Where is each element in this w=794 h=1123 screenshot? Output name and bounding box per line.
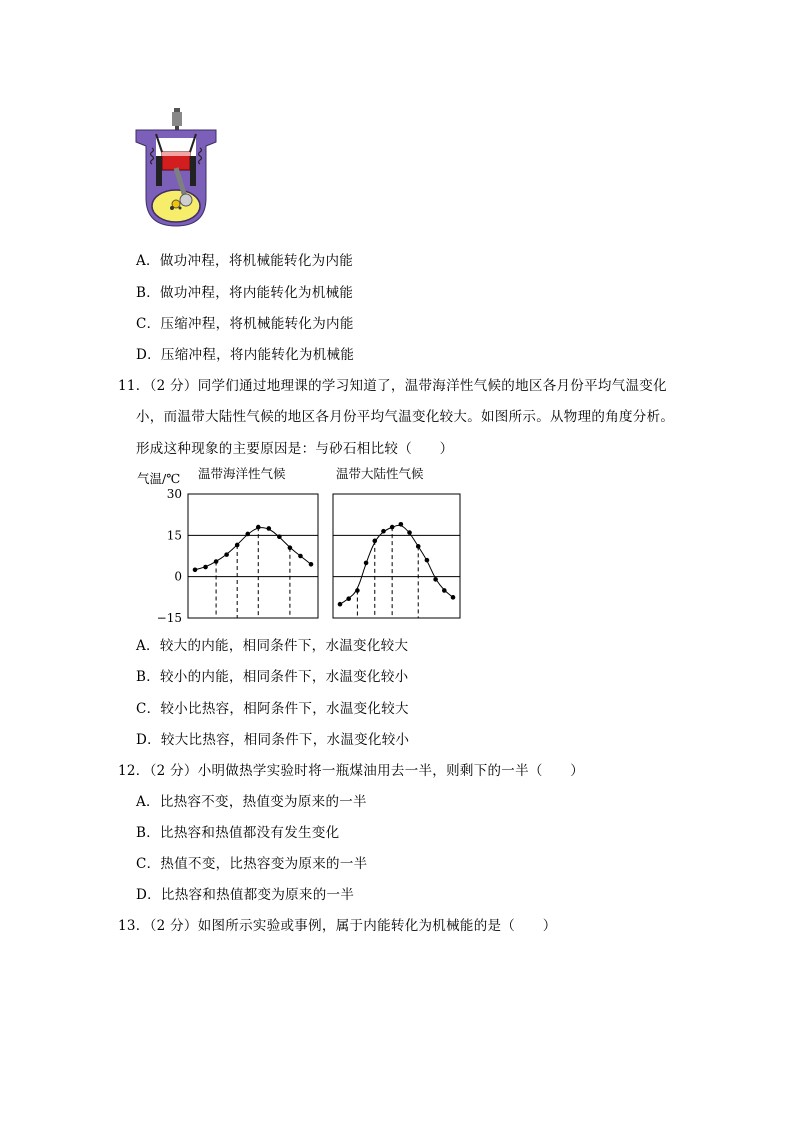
q11-stem-line-1: 11．（2 分）同学们通过地理课的学习知道了，温带海洋性气候的地区各月份平均气温变化 <box>118 378 667 394</box>
ocean-data-point <box>309 562 314 567</box>
ocean-data-point <box>298 554 303 559</box>
ocean-series-line <box>195 528 311 570</box>
q11-stem-line-3: 形成这种现象的主要原因是：与砂石相比较（ ） <box>136 441 454 457</box>
ocean-data-point <box>288 545 293 550</box>
continental-data-point <box>407 530 412 535</box>
continental-data-point <box>416 544 421 549</box>
q12-option-b[interactable]: B．比热容和热值都没有发生变化 <box>136 825 340 841</box>
continental-data-point <box>364 561 369 566</box>
q10-option-c[interactable]: C．压缩冲程，将机械能转化为内能 <box>136 316 354 332</box>
continental-data-point <box>442 588 447 593</box>
ocean-data-point <box>203 565 208 570</box>
continental-data-point <box>338 602 343 607</box>
engine-diagram <box>132 108 220 228</box>
ocean-data-point <box>214 559 219 564</box>
ocean-data-point <box>235 543 240 548</box>
y-tick-label: 15 <box>166 528 182 543</box>
continental-plot-frame <box>333 494 460 618</box>
q10-option-d[interactable]: D．压缩冲程，将内能转化为机械能 <box>136 347 355 363</box>
continental-data-point <box>372 539 377 544</box>
climate-charts <box>134 460 474 626</box>
chart-continental <box>333 494 460 618</box>
ocean-data-point <box>277 534 282 539</box>
q11-option-a[interactable]: A．较大的内能，相同条件下，水温变化较大 <box>136 638 409 654</box>
q12-option-a[interactable]: A．比热容不变，热值变为原来的一半 <box>136 794 367 810</box>
y-tick-label: −15 <box>156 611 182 625</box>
q12-option-d[interactable]: D．比热容和热值都变为原来的一半 <box>136 887 355 903</box>
continental-data-point <box>355 588 360 593</box>
ocean-data-point <box>267 526 272 531</box>
y-tick-label: 0 <box>174 569 182 584</box>
y-axis-label: 气温/℃ <box>137 471 181 486</box>
continental-data-point <box>451 595 456 600</box>
ocean-data-point <box>256 525 261 530</box>
ocean-data-point <box>224 552 229 557</box>
ocean-data-point <box>193 567 198 572</box>
q12-option-c[interactable]: C．热值不变，比热容变为原来的一半 <box>136 856 368 872</box>
q13-stem: 13．（2 分）如图所示实验或事例，属于内能转化为机械能的是（ ） <box>118 918 557 934</box>
q12-stem: 12．（2 分）小明做热学实验时将一瓶煤油用去一半，则剩下的一半（ ） <box>118 763 585 779</box>
continental-data-point <box>346 596 351 601</box>
q10-option-a[interactable]: A．做功冲程，将机械能转化为内能 <box>136 253 354 269</box>
y-tick-label: 30 <box>166 487 182 501</box>
continental-data-point <box>433 577 438 582</box>
ocean-data-point <box>245 532 250 537</box>
q10-option-b[interactable]: B．做功冲程，将内能转化为机械能 <box>136 285 354 301</box>
continental-data-point <box>381 529 386 534</box>
q11-option-c[interactable]: C．较小比热容，相阿条件下，水温变化较大 <box>136 701 409 717</box>
continental-data-point <box>399 522 404 527</box>
spark-plug <box>174 108 180 112</box>
chart-title-continental: 温带大陆性气候 <box>336 466 424 481</box>
q11-option-b[interactable]: B．较小的内能，相同条件下，水温变化较小 <box>136 669 409 685</box>
chart-ocean <box>157 487 318 625</box>
continental-data-point <box>390 525 395 530</box>
q11-stem-line-2: 小，而温带大陆性气候的地区各月份平均气温变化较大。如图所示。从物理的角度分析。 <box>136 409 675 425</box>
chart-title-ocean: 温带海洋性气候 <box>198 466 286 481</box>
continental-data-point <box>425 558 430 563</box>
q11-option-d[interactable]: D．较大比热容，相同条件下，水温变化较小 <box>136 732 410 748</box>
